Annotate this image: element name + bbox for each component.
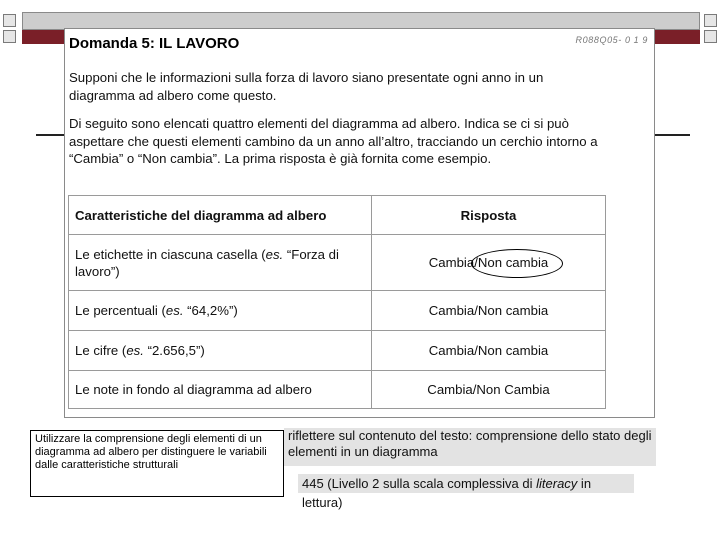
question-title: Domanda 5: IL LAVORO — [69, 35, 240, 52]
corner-square-left-bottom — [3, 30, 16, 43]
corner-square-left-top — [3, 14, 16, 27]
note-box: Utilizzare la comprensione degli elementi di un diagramma ad albero per distinguere le variabili dalle caratteristiche strutturali — [30, 430, 284, 497]
features-table — [68, 195, 606, 409]
answer-cell: Cambia/Non Cambia — [372, 371, 606, 409]
score-label: 445 (Livello 2 sulla scala complessiva di literacy in lettura) — [298, 474, 634, 493]
answer-cell: Cambia/Non cambia — [372, 235, 606, 291]
feature-cell: Le etichette in ciascuna casella (es. “Forza di lavoro”) — [69, 235, 372, 291]
question-document — [64, 28, 655, 418]
answer-cell: Cambia/Non cambia — [372, 331, 606, 371]
divider-line-left — [36, 134, 66, 136]
question-code: R088Q05- 0 1 9 — [575, 35, 648, 45]
divider-line-right — [654, 134, 690, 136]
table-header-row — [69, 196, 606, 235]
corner-square-right-bottom — [704, 30, 717, 43]
answer-circle-mark — [471, 249, 563, 278]
table-row — [69, 371, 606, 409]
answer-cell: Cambia/Non cambia — [372, 291, 606, 331]
feature-cell: Le cifre (es. “2.656,5”) — [69, 331, 372, 371]
feature-cell: Le percentuali (es. “64,2%”) — [69, 291, 372, 331]
table-row — [69, 331, 606, 371]
intro-paragraph: Supponi che le informazioni sulla forza di lavoro siano presentate ogni anno in un diagramma ad albero come questo. — [69, 70, 544, 103]
instructions-paragraph: Di seguito sono elencati quattro elementi del diagramma ad albero. Indica se ci si può aspettare che questi elementi cambino da un anno all’altro, tracciando un cerchio intorno a “Cambia” o “Non cambia”. La prima risposta è già fornita come esempio. — [69, 116, 598, 166]
aspect-label: riflettere sul contenuto del testo: comprensione dello stato degli elementi in un diagramma — [284, 428, 656, 466]
table-row — [69, 291, 606, 331]
feature-cell: Le note in fondo al diagramma ad albero — [69, 371, 372, 409]
header-answer: Risposta — [372, 196, 606, 235]
header-features: Caratteristiche del diagramma ad albero — [69, 196, 372, 235]
corner-square-right-top — [704, 14, 717, 27]
